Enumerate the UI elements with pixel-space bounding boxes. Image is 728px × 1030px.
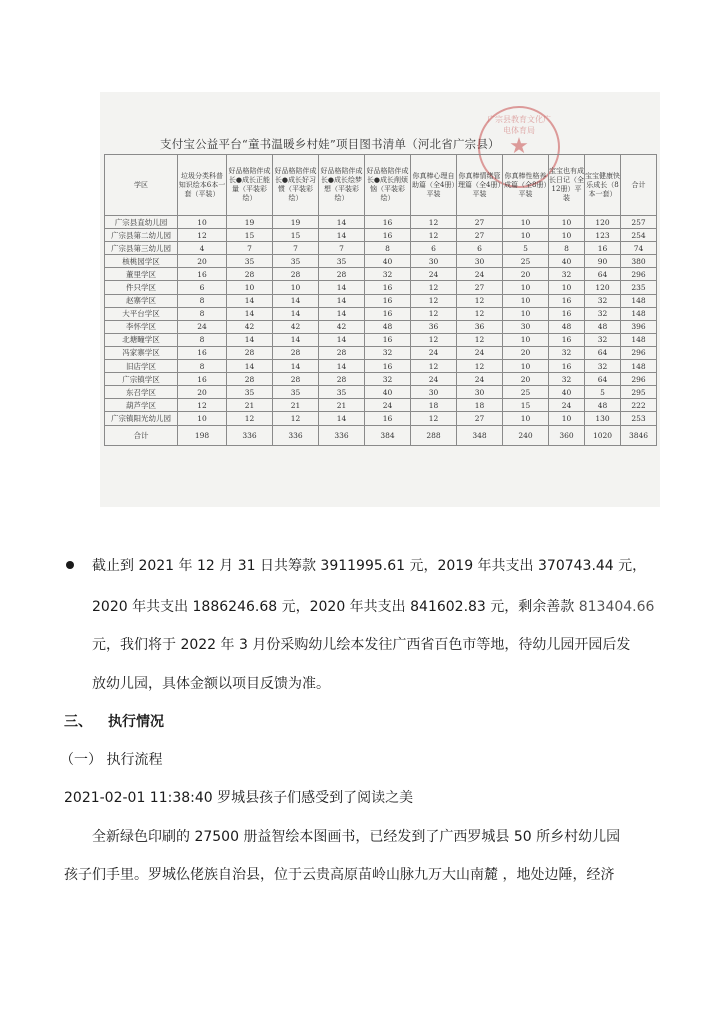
section-title: 执行情况 bbox=[108, 714, 164, 730]
table-row bbox=[105, 346, 657, 359]
table-row bbox=[105, 281, 657, 294]
bullet-line-2 bbox=[92, 596, 702, 616]
quantity-cell: 48 bbox=[549, 320, 585, 333]
quantity-cell: 296 bbox=[621, 346, 657, 359]
quantity-cell: 14 bbox=[319, 333, 365, 346]
quantity-cell: 16 bbox=[549, 333, 585, 346]
table-row bbox=[105, 333, 657, 346]
quantity-cell: 14 bbox=[319, 307, 365, 320]
quantity-cell: 24 bbox=[457, 268, 503, 281]
section-heading bbox=[64, 711, 674, 731]
table-row bbox=[105, 216, 657, 229]
quantity-cell: 27 bbox=[457, 229, 503, 242]
quantity-cell: 24 bbox=[178, 320, 227, 333]
bullet-line-2-text: 2020 年共支出 1886246.68 元，2020 年共支出 841602.83 元，剩余善款 bbox=[92, 599, 579, 615]
quantity-cell: 36 bbox=[457, 320, 503, 333]
quantity-cell: 16 bbox=[585, 242, 621, 255]
quantity-cell: 10 bbox=[549, 412, 585, 425]
quantity-cell: 16 bbox=[365, 307, 411, 320]
table-row bbox=[105, 268, 657, 281]
quantity-cell: 35 bbox=[319, 255, 365, 268]
quantity-cell: 20 bbox=[503, 373, 549, 386]
quantity-cell: 12 bbox=[411, 333, 457, 346]
table-row bbox=[105, 242, 657, 255]
quantity-cell: 28 bbox=[273, 268, 319, 281]
quantity-cell: 40 bbox=[549, 386, 585, 399]
quantity-cell: 12 bbox=[227, 412, 273, 425]
seal-text: 广宗县教育文化广电体育局 bbox=[487, 115, 551, 135]
quantity-cell: 28 bbox=[227, 268, 273, 281]
quantity-cell: 14 bbox=[319, 360, 365, 373]
quantity-cell: 32 bbox=[585, 360, 621, 373]
quantity-cell: 21 bbox=[273, 399, 319, 412]
quantity-cell: 10 bbox=[178, 216, 227, 229]
quantity-cell: 27 bbox=[457, 412, 503, 425]
quantity-cell: 28 bbox=[319, 268, 365, 281]
quantity-cell: 12 bbox=[457, 307, 503, 320]
quantity-cell: 10 bbox=[549, 216, 585, 229]
quantity-cell: 64 bbox=[585, 373, 621, 386]
quantity-cell: 8 bbox=[549, 242, 585, 255]
quantity-cell: 12 bbox=[457, 333, 503, 346]
quantity-cell: 12 bbox=[411, 294, 457, 307]
quantity-cell: 8 bbox=[178, 307, 227, 320]
quantity-cell: 90 bbox=[585, 255, 621, 268]
quantity-cell: 15 bbox=[227, 229, 273, 242]
quantity-cell: 12 bbox=[457, 360, 503, 373]
quantity-cell: 12 bbox=[411, 216, 457, 229]
district-name-cell: 广宗镇学区 bbox=[105, 373, 178, 386]
paragraph-line-2: 孩子们手里。罗城仫佬族自治县，位于云贵高原苗岭山脉九万大山南麓 ，地处边陲，经济 bbox=[64, 867, 615, 883]
quantity-cell: 28 bbox=[319, 346, 365, 359]
quantity-cell: 222 bbox=[621, 399, 657, 412]
quantity-cell: 36 bbox=[411, 320, 457, 333]
district-name-cell: 核桃园学区 bbox=[105, 255, 178, 268]
table-header-cell: 你真棒情绪管理篇（全4册）平装 bbox=[457, 155, 503, 216]
quantity-cell: 32 bbox=[365, 373, 411, 386]
table-total-row bbox=[105, 425, 657, 445]
quantity-cell: 32 bbox=[585, 333, 621, 346]
bullet-line-1: 截止到 2021 年 12 月 31 日共筹款 3911995.61 元，2019 年共支出 370743.44 元， bbox=[92, 558, 647, 574]
quantity-cell: 12 bbox=[178, 399, 227, 412]
section-number: 三、 bbox=[64, 714, 92, 730]
quantity-cell: 8 bbox=[178, 333, 227, 346]
quantity-cell: 24 bbox=[411, 373, 457, 386]
quantity-cell: 48 bbox=[365, 320, 411, 333]
quantity-cell: 10 bbox=[503, 307, 549, 320]
total-value-cell: 348 bbox=[457, 425, 503, 445]
quantity-cell: 21 bbox=[227, 399, 273, 412]
total-value-cell: 336 bbox=[319, 425, 365, 445]
quantity-cell: 380 bbox=[621, 255, 657, 268]
district-name-cell: 葫芦学区 bbox=[105, 399, 178, 412]
district-name-cell: 广宗县第三幼儿园 bbox=[105, 242, 178, 255]
quantity-cell: 6 bbox=[411, 242, 457, 255]
quantity-cell: 12 bbox=[411, 360, 457, 373]
seal-star-icon: ★ bbox=[509, 134, 529, 159]
district-name-cell: 东召学区 bbox=[105, 386, 178, 399]
scanned-book-list bbox=[100, 92, 660, 507]
quantity-cell: 74 bbox=[621, 242, 657, 255]
quantity-cell: 4 bbox=[178, 242, 227, 255]
quantity-cell: 16 bbox=[365, 412, 411, 425]
quantity-cell: 16 bbox=[365, 333, 411, 346]
quantity-cell: 32 bbox=[549, 268, 585, 281]
quantity-cell: 64 bbox=[585, 268, 621, 281]
quantity-cell: 30 bbox=[503, 320, 549, 333]
quantity-cell: 40 bbox=[365, 386, 411, 399]
quantity-cell: 14 bbox=[319, 216, 365, 229]
quantity-cell: 396 bbox=[621, 320, 657, 333]
quantity-cell: 7 bbox=[319, 242, 365, 255]
table-row bbox=[105, 386, 657, 399]
table-row bbox=[105, 373, 657, 386]
table-row bbox=[105, 307, 657, 320]
quantity-cell: 18 bbox=[411, 399, 457, 412]
district-name-cell: 件只学区 bbox=[105, 281, 178, 294]
quantity-cell: 12 bbox=[178, 229, 227, 242]
quantity-cell: 27 bbox=[457, 216, 503, 229]
quantity-cell: 123 bbox=[585, 229, 621, 242]
quantity-cell: 8 bbox=[178, 360, 227, 373]
quantity-cell: 12 bbox=[411, 229, 457, 242]
quantity-cell: 10 bbox=[503, 333, 549, 346]
quantity-cell: 24 bbox=[549, 399, 585, 412]
quantity-cell: 14 bbox=[319, 412, 365, 425]
quantity-cell: 24 bbox=[411, 346, 457, 359]
quantity-cell: 35 bbox=[273, 386, 319, 399]
quantity-cell: 10 bbox=[549, 229, 585, 242]
district-name-cell: 赵寨学区 bbox=[105, 294, 178, 307]
quantity-cell: 16 bbox=[365, 294, 411, 307]
quantity-cell: 130 bbox=[585, 412, 621, 425]
quantity-cell: 18 bbox=[457, 399, 503, 412]
quantity-cell: 32 bbox=[585, 294, 621, 307]
quantity-cell: 14 bbox=[273, 307, 319, 320]
quantity-cell: 20 bbox=[178, 255, 227, 268]
table-header-cell: 学区 bbox=[105, 155, 178, 216]
quantity-cell: 28 bbox=[273, 373, 319, 386]
table-header-cell: 好品格陪伴成长●成长好习惯（平装彩绘） bbox=[273, 155, 319, 216]
quantity-cell: 14 bbox=[319, 229, 365, 242]
quantity-cell: 10 bbox=[549, 281, 585, 294]
quantity-cell: 10 bbox=[503, 281, 549, 294]
quantity-cell: 254 bbox=[621, 229, 657, 242]
quantity-cell: 148 bbox=[621, 294, 657, 307]
table-header-cell: 好品格陪伴成长●成长削烦恼（平装彩绘） bbox=[365, 155, 411, 216]
quantity-cell: 16 bbox=[549, 307, 585, 320]
quantity-cell: 120 bbox=[585, 281, 621, 294]
total-value-cell: 288 bbox=[411, 425, 457, 445]
quantity-cell: 16 bbox=[365, 281, 411, 294]
quantity-cell: 30 bbox=[411, 255, 457, 268]
quantity-cell: 30 bbox=[457, 255, 503, 268]
table-header-cell: 你真棒性格养成篇（全8册）平装 bbox=[503, 155, 549, 216]
quantity-cell: 40 bbox=[549, 255, 585, 268]
scan-title: 支付宝公益平台“童书温暖乡村娃”项目图书清单（河北省广宗县） bbox=[160, 137, 500, 151]
quantity-cell: 35 bbox=[227, 255, 273, 268]
quantity-cell: 235 bbox=[621, 281, 657, 294]
quantity-cell: 12 bbox=[273, 412, 319, 425]
total-value-cell: 384 bbox=[365, 425, 411, 445]
quantity-cell: 48 bbox=[585, 320, 621, 333]
quantity-cell: 24 bbox=[365, 399, 411, 412]
total-value-cell: 336 bbox=[273, 425, 319, 445]
table-row bbox=[105, 399, 657, 412]
quantity-cell: 28 bbox=[273, 346, 319, 359]
paragraph-line-1: 全新绿色印刷的 27500 册益智绘本图画书，已经发到了广西罗城县 50 所乡村幼儿园 bbox=[92, 829, 621, 845]
total-value-cell: 1020 bbox=[585, 425, 621, 445]
quantity-cell: 14 bbox=[273, 294, 319, 307]
quantity-cell: 10 bbox=[178, 412, 227, 425]
table-row bbox=[105, 360, 657, 373]
table-row bbox=[105, 412, 657, 425]
quantity-cell: 295 bbox=[621, 386, 657, 399]
quantity-cell: 25 bbox=[503, 255, 549, 268]
total-value-cell: 360 bbox=[549, 425, 585, 445]
quantity-cell: 35 bbox=[227, 386, 273, 399]
quantity-cell: 10 bbox=[503, 229, 549, 242]
quantity-cell: 20 bbox=[178, 386, 227, 399]
quantity-cell: 15 bbox=[503, 399, 549, 412]
quantity-cell: 14 bbox=[227, 333, 273, 346]
quantity-cell: 16 bbox=[549, 360, 585, 373]
table-header-row bbox=[105, 155, 657, 216]
total-value-cell: 198 bbox=[178, 425, 227, 445]
quantity-cell: 7 bbox=[227, 242, 273, 255]
quantity-cell: 6 bbox=[178, 281, 227, 294]
quantity-cell: 148 bbox=[621, 333, 657, 346]
quantity-cell: 6 bbox=[457, 242, 503, 255]
quantity-cell: 14 bbox=[273, 333, 319, 346]
quantity-cell: 42 bbox=[273, 320, 319, 333]
quantity-cell: 32 bbox=[549, 373, 585, 386]
quantity-cell: 16 bbox=[549, 294, 585, 307]
quantity-cell: 10 bbox=[273, 281, 319, 294]
district-name-cell: 广宗县第二幼儿园 bbox=[105, 229, 178, 242]
district-name-cell: 北塘疃学区 bbox=[105, 333, 178, 346]
district-name-cell: 董里学区 bbox=[105, 268, 178, 281]
quantity-cell: 16 bbox=[178, 346, 227, 359]
bullet-line-3: 元，我们将于 2022 年 3 月份采购幼儿绘本发往广西省百色市等地，待幼儿园开园后发 bbox=[92, 637, 631, 653]
total-label-cell: 合计 bbox=[105, 425, 178, 445]
quantity-cell: 10 bbox=[227, 281, 273, 294]
sub-heading: （一） 执行流程 bbox=[60, 752, 163, 768]
district-name-cell: 大平台学区 bbox=[105, 307, 178, 320]
quantity-cell: 20 bbox=[503, 268, 549, 281]
quantity-cell: 12 bbox=[411, 412, 457, 425]
table-header-cell: 垃圾分类科普知识绘本6本一套（平装） bbox=[178, 155, 227, 216]
quantity-cell: 28 bbox=[319, 373, 365, 386]
quantity-cell: 296 bbox=[621, 373, 657, 386]
quantity-cell: 10 bbox=[503, 294, 549, 307]
quantity-cell: 19 bbox=[273, 216, 319, 229]
quantity-cell: 24 bbox=[411, 268, 457, 281]
quantity-cell: 8 bbox=[365, 242, 411, 255]
table-header-cell: 好品格陪伴成长●成长正能量（平装彩绘） bbox=[227, 155, 273, 216]
quantity-cell: 16 bbox=[178, 373, 227, 386]
table-row bbox=[105, 229, 657, 242]
remaining-amount: 813404.66 bbox=[578, 599, 655, 615]
quantity-cell: 14 bbox=[227, 360, 273, 373]
bullet-icon bbox=[66, 561, 74, 569]
total-value-cell: 336 bbox=[227, 425, 273, 445]
quantity-cell: 24 bbox=[457, 346, 503, 359]
quantity-cell: 35 bbox=[273, 255, 319, 268]
quantity-cell: 14 bbox=[319, 281, 365, 294]
table-row bbox=[105, 294, 657, 307]
quantity-cell: 5 bbox=[585, 386, 621, 399]
quantity-cell: 25 bbox=[503, 386, 549, 399]
quantity-cell: 296 bbox=[621, 268, 657, 281]
quantity-cell: 12 bbox=[411, 281, 457, 294]
book-list-table bbox=[104, 154, 657, 446]
table-header-cell: 宝宝也有成长日记（全12册）平装 bbox=[549, 155, 585, 216]
quantity-cell: 48 bbox=[585, 399, 621, 412]
table-header-cell: 宝宝健康快乐成长（8本一套） bbox=[585, 155, 621, 216]
table-header-cell: 你真棒心理自助篇（全4册）平装 bbox=[411, 155, 457, 216]
quantity-cell: 19 bbox=[227, 216, 273, 229]
quantity-cell: 30 bbox=[411, 386, 457, 399]
quantity-cell: 16 bbox=[365, 216, 411, 229]
quantity-cell: 35 bbox=[319, 386, 365, 399]
quantity-cell: 64 bbox=[585, 346, 621, 359]
total-value-cell: 240 bbox=[503, 425, 549, 445]
quantity-cell: 42 bbox=[319, 320, 365, 333]
table-row bbox=[105, 320, 657, 333]
quantity-cell: 15 bbox=[273, 229, 319, 242]
quantity-cell: 32 bbox=[365, 268, 411, 281]
quantity-cell: 24 bbox=[457, 373, 503, 386]
quantity-cell: 16 bbox=[365, 360, 411, 373]
event-line: 2021-02-01 11:38:40 罗城县孩子们感受到了阅读之美 bbox=[64, 790, 414, 806]
quantity-cell: 12 bbox=[411, 307, 457, 320]
quantity-cell: 28 bbox=[227, 346, 273, 359]
quantity-cell: 30 bbox=[457, 386, 503, 399]
quantity-cell: 32 bbox=[585, 307, 621, 320]
table-header-cell: 好品格陪伴成长●成长绘梦想（平装彩绘） bbox=[319, 155, 365, 216]
quantity-cell: 148 bbox=[621, 360, 657, 373]
quantity-cell: 5 bbox=[503, 242, 549, 255]
quantity-cell: 40 bbox=[365, 255, 411, 268]
district-name-cell: 李怀学区 bbox=[105, 320, 178, 333]
quantity-cell: 14 bbox=[319, 294, 365, 307]
table-header-cell: 合计 bbox=[621, 155, 657, 216]
quantity-cell: 28 bbox=[227, 373, 273, 386]
quantity-cell: 8 bbox=[178, 294, 227, 307]
district-name-cell: 广宗镇阳光幼儿园 bbox=[105, 412, 178, 425]
quantity-cell: 12 bbox=[457, 294, 503, 307]
quantity-cell: 14 bbox=[227, 294, 273, 307]
quantity-cell: 257 bbox=[621, 216, 657, 229]
quantity-cell: 7 bbox=[273, 242, 319, 255]
district-name-cell: 广宗县直幼儿园 bbox=[105, 216, 178, 229]
quantity-cell: 32 bbox=[549, 346, 585, 359]
quantity-cell: 27 bbox=[457, 281, 503, 294]
district-name-cell: 冯家寨学区 bbox=[105, 346, 178, 359]
quantity-cell: 21 bbox=[319, 399, 365, 412]
quantity-cell: 10 bbox=[503, 412, 549, 425]
quantity-cell: 120 bbox=[585, 216, 621, 229]
quantity-cell: 42 bbox=[227, 320, 273, 333]
total-value-cell: 3846 bbox=[621, 425, 657, 445]
quantity-cell: 32 bbox=[365, 346, 411, 359]
quantity-cell: 148 bbox=[621, 307, 657, 320]
quantity-cell: 16 bbox=[178, 268, 227, 281]
table-row bbox=[105, 255, 657, 268]
quantity-cell: 10 bbox=[503, 360, 549, 373]
quantity-cell: 14 bbox=[273, 360, 319, 373]
quantity-cell: 10 bbox=[503, 216, 549, 229]
quantity-cell: 20 bbox=[503, 346, 549, 359]
district-name-cell: 旧店学区 bbox=[105, 360, 178, 373]
quantity-cell: 253 bbox=[621, 412, 657, 425]
quantity-cell: 14 bbox=[227, 307, 273, 320]
quantity-cell: 16 bbox=[365, 229, 411, 242]
bullet-line-4: 放幼儿园，具体金额以项目反馈为准。 bbox=[92, 676, 330, 692]
